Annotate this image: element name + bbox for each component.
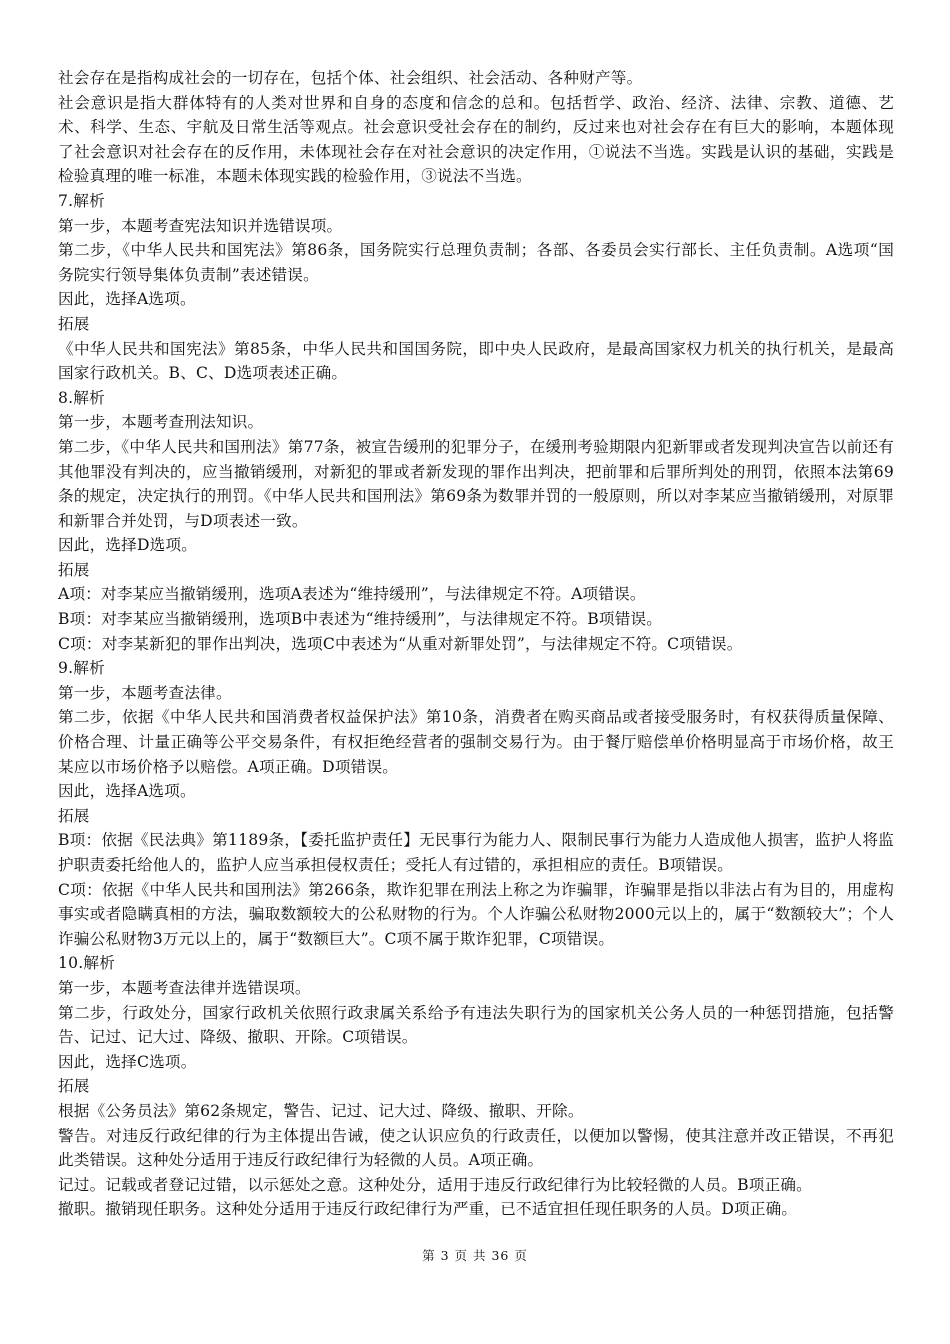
paragraph: 第一步，本题考查法律并选错误项。	[58, 978, 311, 997]
page-number-footer: 第 3 页 共 36 页	[422, 1248, 528, 1263]
subheading: 拓展	[58, 806, 90, 825]
paragraph: 警告。对违反行政纪律的行为主体提出告诫，使之认识应负的行政责任，以便加以警惕，使其注意并改正错误，不再犯此类错误。这种处分适用于违反行政纪律行为轻微的人员。A项正确。	[58, 1126, 894, 1170]
subheading: 拓展	[58, 1077, 90, 1096]
section-heading: 8.解析	[58, 388, 105, 407]
section-heading: 10.解析	[58, 954, 115, 973]
paragraph: 根据《公务员法》第62条规定，警告、记过、记大过、降级、撤职、开除。	[58, 1101, 584, 1120]
section-heading: 7.解析	[58, 191, 105, 210]
paragraph: 因此，选择C选项。	[58, 1052, 197, 1071]
paragraph: 因此，选择A选项。	[58, 782, 196, 801]
paragraph: 第一步，本题考查宪法知识并选错误项。	[58, 216, 343, 235]
paragraph: C项：依据《中华人民共和国刑法》第266条，欺诈犯罪在刑法上称之为诈骗罪，诈骗罪是指以非法占有为目的，用虚构事实或者隐瞒真相的方法，骗取数额较大的公私财物的行为。个人诈骗公私财物2000元以上的，属于“数额较大”；个人诈骗公私财物3万元以上的，属于“数额巨大”。C项不属于欺诈犯罪，C项错误。	[58, 880, 894, 948]
paragraph: 第一步，本题考查法律。	[58, 683, 232, 702]
paragraph: 第二步，行政处分，国家行政机关依照行政隶属关系给予有违法失职行为的国家机关公务人员的一种惩罚措施，包括警告、记过、记大过、降级、撤职、开除。C项错误。	[58, 1003, 894, 1047]
document-body	[58, 66, 894, 1222]
paragraph: 《中华人民共和国宪法》第85条，中华人民共和国国务院，即中央人民政府，是最高国家权力机关的执行机关，是最高国家行政机关。B、C、D选项表述正确。	[58, 339, 894, 383]
paragraph: 第二步，依据《中华人民共和国消费者权益保护法》第10条，消费者在购买商品或者接受服务时，有权获得质量保障、价格合理、计量正确等公平交易条件，有权拒绝经营者的强制交易行为。由于餐厅赔偿单价格明显高于市场价格，故王某应以市场价格予以赔偿。A项正确。D项错误。	[58, 708, 894, 776]
section-heading: 9.解析	[58, 659, 105, 678]
paragraph: 因此，选择D选项。	[58, 536, 198, 555]
paragraph: 因此，选择A选项。	[58, 290, 196, 309]
paragraph: 记过。记载或者登记过错，以示惩处之意。这种处分，适用于违反行政纪律行为比较轻微的人员。B项正确。	[58, 1175, 812, 1194]
paragraph: 第二步，《中华人民共和国宪法》第86条，国务院实行总理负责制；各部、各委员会实行部长、主任负责制。A选项“国务院实行领导集体负责制”表述错误。	[58, 241, 894, 284]
paragraph: 社会意识是指大群体特有的人类对世界和自身的态度和信念的总和。包括哲学、政治、经济、法律、宗教、道德、艺术、科学、生态、宇航及日常生活等观点。社会意识受社会存在的制约，反过来也对社会存在有巨大的影响，本题体现了社会意识对社会存在的反作用，未体现社会存在对社会意识的决定作用，①说法不当选。实践是认识的基础，实践是检验真理的唯一标准，本题未体现实践的检验作用，③说法不当选。	[58, 93, 894, 186]
paragraph: A项：对李某应当撤销缓刑，选项A表述为“维持缓刑”，与法律规定不符。A项错误。	[58, 585, 646, 604]
paragraph: 社会存在是指构成社会的一切存在，包括个体、社会组织、社会活动、各种财产等。	[58, 69, 643, 87]
subheading: 拓展	[58, 314, 90, 333]
subheading: 拓展	[58, 560, 90, 579]
paragraph: 第二步，《中华人民共和国刑法》第77条，被宣告缓刑的犯罪分子，在缓刑考验期限内犯新罪或者发现判决宣告以前还有其他罪没有判决的，应当撤销缓刑，对新犯的罪或者新发现的罪作出判决，把前罪和后罪所判处的刑罚，依照本法第69条的规定，决定执行的刑罚。《中华人民共和国刑法》第69条为数罪并罚的一般原则，所以对李某应当撤销缓刑，对原罪和新罪合并处罚，与D项表述一致。	[58, 437, 894, 530]
paragraph: B项：对李某应当撤销缓刑，选项B中表述为“维持缓刑”，与法律规定不符。B项错误。	[58, 610, 663, 629]
paragraph: 第一步，本题考查刑法知识。	[58, 413, 264, 432]
paragraph: C项：对李某新犯的罪作出判决，选项C中表述为“从重对新罪处罚”，与法律规定不符。C项错误。	[58, 634, 743, 653]
paragraph: 撤职。撤销现任职务。这种处分适用于违反行政纪律行为严重，已不适宜担任现任职务的人员。D项正确。	[58, 1200, 798, 1219]
paragraph: B项：依据《民法典》第1189条，【委托监护责任】无民事行为能力人、限制民事行为能力人造成他人损害，监护人将监护职责委托给他人的，监护人应当承担侵权责任；受托人有过错的，承担相应的责任。B项错误。	[58, 831, 894, 874]
